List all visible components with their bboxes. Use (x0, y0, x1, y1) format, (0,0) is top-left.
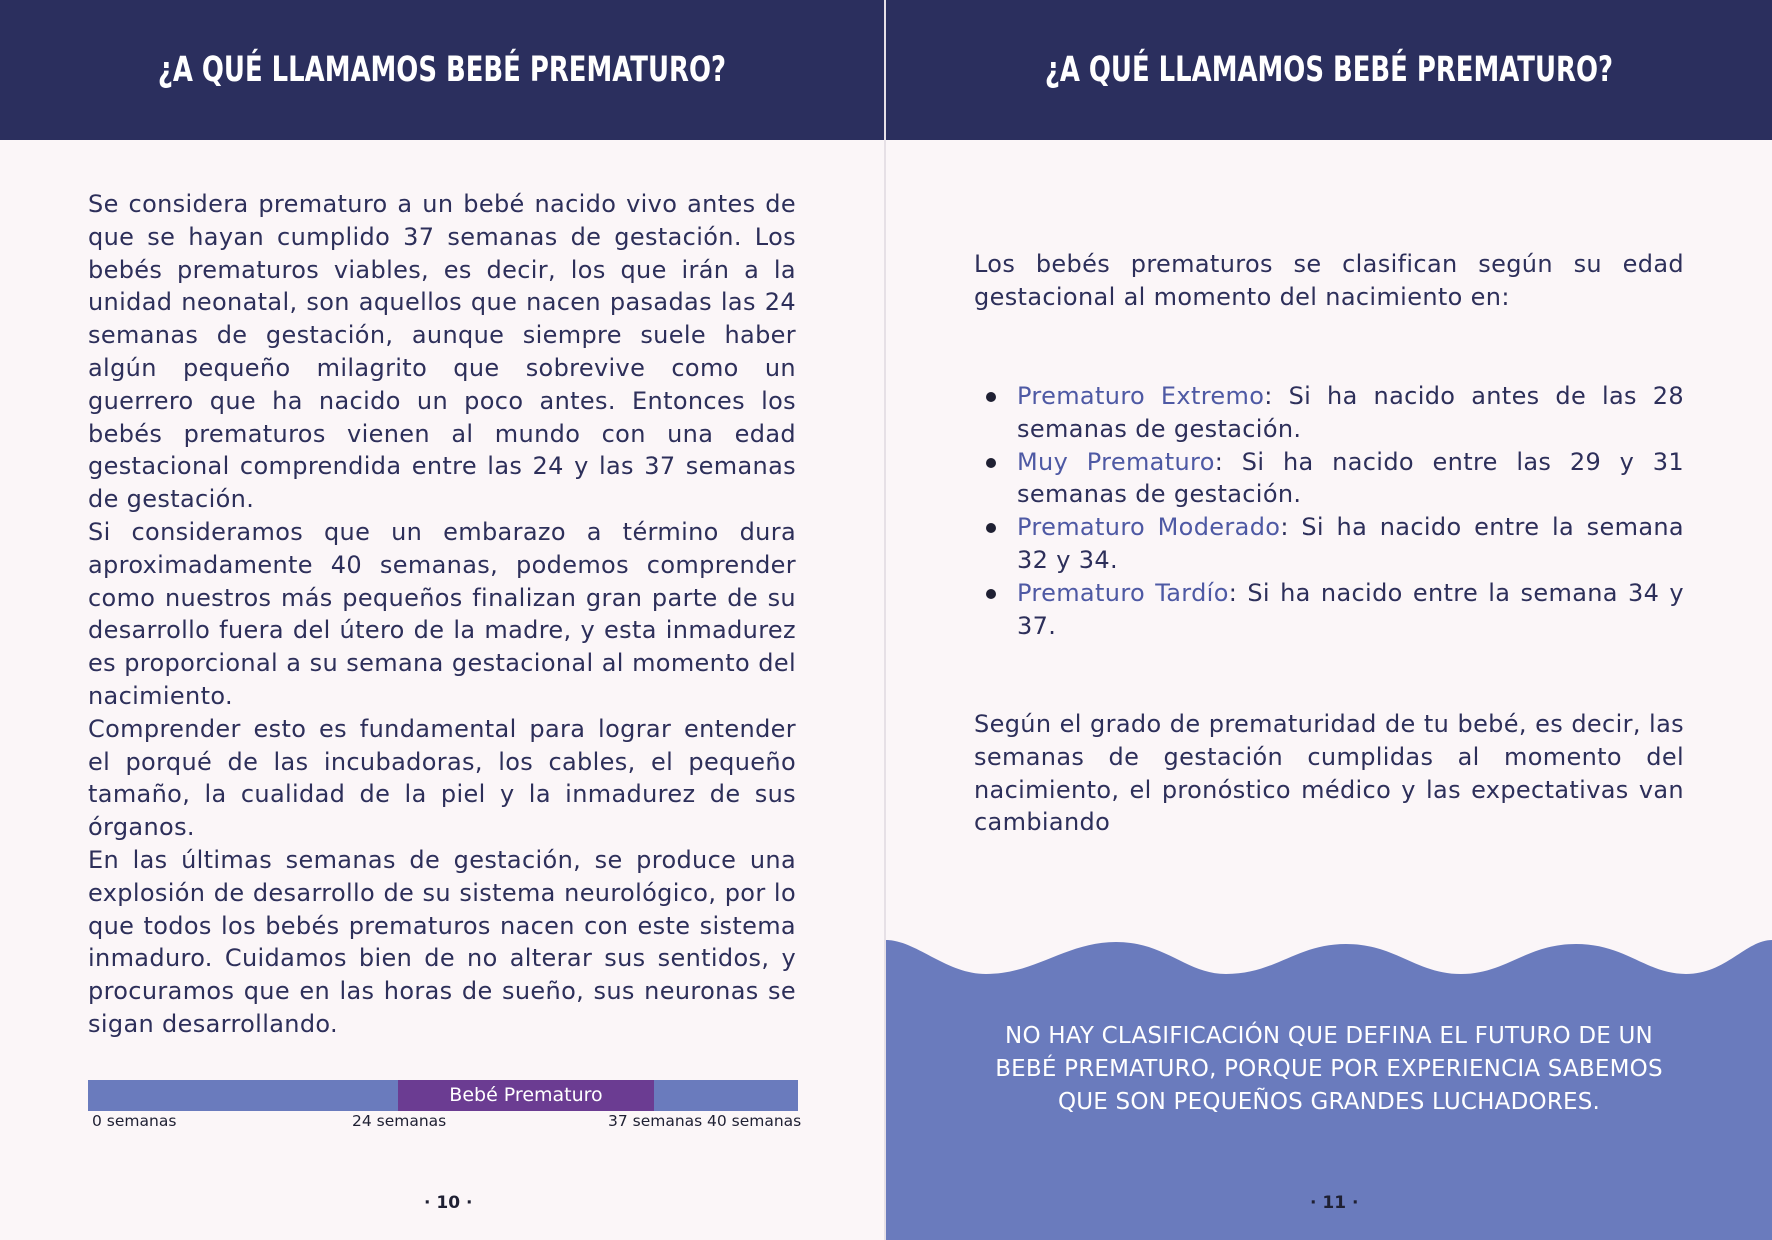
timeline-premature-range: Bebé Prematuro (398, 1080, 654, 1111)
class-desc: : Si ha nacido antes de las 28 semanas de gestación. (1017, 382, 1684, 443)
class-desc: : Si ha nacido entre las 29 y 31 semanas de gestación. (1017, 447, 1684, 509)
outro-text: Según el grado de prematuridad de tu bebé, es decir, las semanas de gestación cumplidas al momento del nacimiento, el pronóstico médico y las expectativas van cambiando (974, 710, 1684, 837)
timeline-label-0: 0 semanas (92, 1112, 177, 1130)
right-page-title: ¿A QUÉ LLAMAMOS BEBÉ PREMATURO? (1044, 50, 1614, 90)
class-term: Prematuro Extremo (1017, 382, 1265, 410)
bullet-icon (986, 392, 996, 402)
body-paragraph-3: Comprender esto es fundamental para lograr entender el porqué de las incubadoras, los cables, el pequeño tamaño, la cualidad de la piel y la inmadurez de sus órganos. (88, 714, 796, 842)
bullet-icon (986, 589, 996, 599)
list-item (974, 380, 1684, 446)
bullet-icon (986, 458, 996, 468)
right-page-header (886, 0, 1772, 140)
class-term: Muy Prematuro (1017, 447, 1215, 476)
bullet-icon (986, 523, 996, 533)
left-page (0, 0, 884, 1240)
left-page-body (88, 188, 796, 1041)
classification-list (974, 380, 1684, 642)
timeline-label-40: 40 semanas (707, 1112, 802, 1130)
timeline-label-24: 24 semanas (352, 1112, 447, 1130)
gestation-timeline (88, 1080, 802, 1140)
class-desc: : Si ha nacido entre la semana 32 y 34. (1017, 513, 1684, 574)
intro-text: Los bebés prematuros se clasifican según su edad gestacional al momento del nacimiento en: (974, 250, 1684, 311)
class-term: Prematuro Moderado (1017, 513, 1281, 542)
body-paragraph-2: Si consideramos que un embarazo a término dura aproximadamente 40 semanas, podemos comprender como nuestros más pequeños finalizan gran parte de su desarrollo fuera del útero de la madre, y esta inmadurez es proporcional a su semana gestacional al momento del nacimiento. (88, 517, 796, 710)
body-paragraph-4: En las últimas semanas de gestación, se produce una explosión de desarrollo de su sistema neurológico, por lo que todos los bebés prematuros nacen con este sistema inmaduro. Cuidamos bien de no alterar sus sentidos, y procuramos que en las horas de sueño, sus neuronas se sigan desarrollando. (88, 845, 796, 1038)
body-paragraph-1: Se considera prematuro a un bebé nacido vivo antes de que se hayan cumplido 37 semanas de gestación. Los bebés prematuros viables, es decir, los que irán a la unidad neonatal, son aquellos que nacen pasadas las 24 semanas de gestación, aunque siempre suele haber algún pequeño milagrito que sobrevive como un guerrero que ha nacido un poco antes. Entonces los bebés prematuros vienen al mundo con una edad gestacional comprendida entre las 24 y las 37 semanas de gestación. (88, 190, 796, 514)
left-page-title: ¿A QUÉ LLAMAMOS BEBÉ PREMATURO? (157, 50, 727, 90)
callout-message: NO HAY CLASIFICACIÓN QUE DEFINA EL FUTURO DE UN BEBÉ PREMATURO, PORQUE POR EXPERIENCIA SABEMOS QUE SON PEQUEÑOS GRANDES LUCHADORES. (995, 1023, 1663, 1115)
classification-intro (974, 248, 1684, 314)
class-desc: : Si ha nacido entre la semana 34 y 37. (1017, 578, 1684, 640)
class-term: Prematuro Tardío (1017, 578, 1229, 607)
list-item (974, 577, 1684, 643)
prognosis-paragraph (974, 708, 1684, 839)
list-item (974, 446, 1684, 512)
list-item (974, 511, 1684, 577)
left-page-number: · 10 · (424, 1193, 473, 1213)
right-page (886, 0, 1772, 1240)
timeline-label-37: 37 semanas (608, 1112, 703, 1130)
right-page-number: · 11 · (1310, 1193, 1359, 1213)
left-page-header (0, 0, 884, 140)
